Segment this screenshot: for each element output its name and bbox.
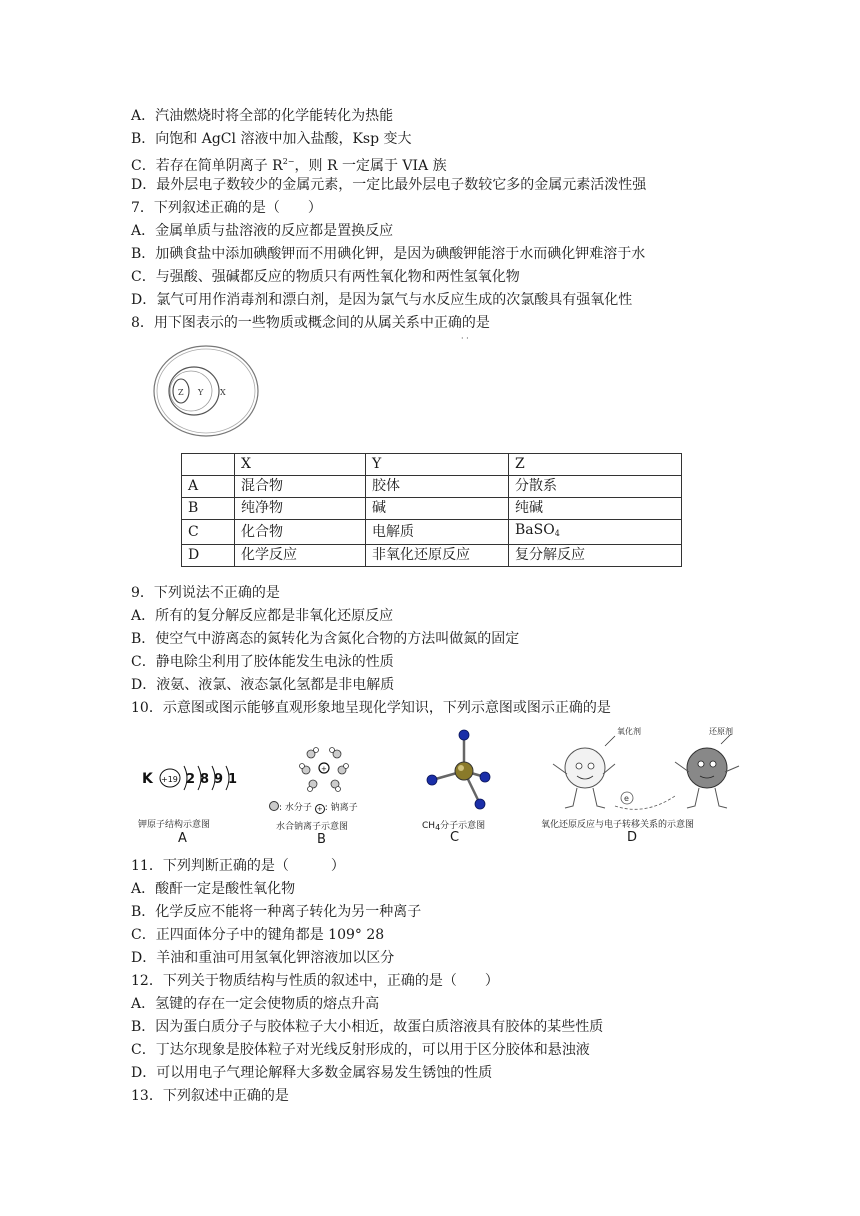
table-header-cell: Z	[509, 454, 682, 476]
table-row	[182, 498, 682, 520]
q7-option-b: B．加碘食盐中添加碘酸钾而不用碘化钾，是因为碘酸钾能溶于水而碘化钾难溶于水	[131, 246, 646, 262]
fig-d-redox-diagram	[545, 726, 745, 816]
q11-option-c: C．正四面体分子中的键角都是 109° 28	[131, 927, 385, 943]
table-cell: 混合物	[235, 476, 366, 498]
table-cell: 纯净物	[235, 498, 366, 520]
fig-a-caption: 钾原子结构示意图	[138, 820, 211, 830]
circle-label-y: Y	[198, 388, 204, 397]
fig-c-letter: C	[450, 830, 460, 845]
ch4-subscript: 4	[435, 823, 441, 832]
table-row	[182, 476, 682, 498]
q11-option-b: B．化学反应不能将一种离子转化为另一种离子	[131, 904, 422, 920]
q7-option-c: C．与强酸、强碱都反应的物质只有两性氧化物和两性氢氧化物	[131, 269, 520, 285]
fig-a-element-symbol: K	[142, 771, 153, 787]
q10-stem: 10．示意图或图示能够直观形象地呈现化学知识，下列示意图或图示正确的是	[131, 700, 611, 716]
table-row	[182, 545, 682, 567]
fig-b-legend-sodium: : 钠离子	[324, 803, 358, 813]
stray-dots: · ·	[461, 334, 469, 343]
fig-a-shell-2: 8	[200, 772, 210, 787]
circle-label-x: X	[220, 388, 226, 397]
table-cell: 碱	[366, 498, 509, 520]
fig-b-legend	[269, 800, 358, 814]
table-cell: 分散系	[509, 476, 682, 498]
q6-option-a: A．汽油燃烧时将全部的化学能转化为热能	[131, 108, 394, 124]
table-cell: D	[182, 545, 235, 567]
q11-option-a: A．酸酐一定是酸性氧化物	[131, 881, 296, 897]
q6-option-c	[131, 152, 447, 176]
fig-a-potassium-atom	[140, 760, 250, 796]
fig-c-caption: $CH_4$分子示意图	[422, 821, 486, 832]
fig-a-letter: A	[178, 831, 187, 846]
q9-option-d: D．液氨、液氯、液态氯化氢都是非电解质	[131, 677, 395, 693]
q12-option-a: A．氢键的存在一定会使物质的熔点升高	[131, 996, 380, 1012]
fig-d-caption: 氧化还原反应与电子转移关系的示意图	[541, 820, 695, 830]
fig-d-electron: e	[624, 794, 629, 803]
table-cell: 纯碱	[509, 498, 682, 520]
q7-option-d: D．氯气可用作消毒剂和漂白剂，是因为氯气与水反应生成的次氯酸具有强氧化性	[131, 292, 633, 308]
table-cell: 复分解反应	[509, 545, 682, 567]
table-header-cell: Y	[366, 454, 509, 476]
q7-stem: 7．下列叙述正确的是（ ）	[131, 200, 322, 216]
fig-d-letter: D	[627, 830, 638, 845]
q12-stem: 12．下列关于物质结构与性质的叙述中，正确的是（ ）	[131, 973, 499, 989]
fig-d-label-reductant: 还原剂	[709, 727, 733, 736]
fig-a-nucleus-charge: +19	[161, 775, 178, 784]
table-cell: C	[182, 520, 235, 545]
q6-option-c-pre: C．若存在简单阴离子 R	[131, 158, 283, 174]
q8-stem: 8．用下图表示的一些物质或概念间的从属关系中正确的是	[131, 315, 490, 331]
table-cell: A	[182, 476, 235, 498]
table-cell: 胶体	[366, 476, 509, 498]
circle-label-z: Z	[178, 388, 184, 397]
table-cell: 电解质	[366, 520, 509, 545]
q13-stem: 13．下列叙述中正确的是	[131, 1088, 289, 1104]
fig-b-hydrated-sodium-ion	[294, 740, 354, 800]
q12-option-d: D．可以用电子气理论解释大多数金属容易发生锈蚀的性质	[131, 1065, 493, 1081]
table-cell: B	[182, 498, 235, 520]
fig-a-shell-1: 2	[186, 772, 196, 787]
q6-option-d: D．最外层电子数较少的金属元素，一定比最外层电子数较它多的金属元素活泼性强	[131, 177, 647, 193]
q6-option-c-charge: 2−	[282, 157, 295, 166]
fig-b-legend-water: : 水分子	[279, 803, 315, 813]
q7-option-a: A．金属单质与盐溶液的反应都是置换反应	[131, 223, 394, 239]
baso4-text: BaSO$_4$	[515, 522, 560, 538]
fig-d-label-oxidant: 氧化剂	[617, 727, 641, 736]
baso4-subscript: 4	[554, 529, 560, 538]
q6-option-b: B．向饱和 AgCl 溶液中加入盐酸，Ksp 变大	[131, 131, 412, 147]
q8-concentric-circles-diagram	[151, 344, 261, 438]
fig-b-caption: 水合钠离子示意图	[276, 822, 349, 832]
svg-text:+: +	[321, 765, 327, 773]
q11-stem: 11．下列判断正确的是（ ）	[131, 858, 345, 874]
q9-option-b: B．使空气中游离态的氮转化为含氮化合物的方法叫做氮的固定	[131, 631, 520, 647]
fig-c-methane-molecule	[422, 728, 502, 818]
table-header-cell	[182, 454, 235, 476]
q9-option-a: A．所有的复分解反应都是非氧化还原反应	[131, 608, 394, 624]
q9-stem: 9．下列说法不正确的是	[131, 585, 280, 601]
table-row	[182, 520, 682, 545]
fig-b-letter: B	[317, 832, 326, 847]
q8-classification-table	[181, 453, 682, 567]
sodium-ion-icon: +	[315, 804, 325, 814]
q12-option-b: B．因为蛋白质分子与胶体粒子大小相近，故蛋白质溶液具有胶体的某些性质	[131, 1019, 604, 1035]
table-header-row	[182, 454, 682, 476]
table-cell: 化学反应	[235, 545, 366, 567]
q6-option-c-post: ，则 R 一定属于 VIA 族	[294, 158, 447, 174]
water-molecule-icon	[269, 801, 279, 811]
q12-option-c: C．丁达尔现象是胶体粒子对光线反射形成的，可以用于区分胶体和悬浊液	[131, 1042, 590, 1058]
table-cell: 非氧化还原反应	[366, 545, 509, 567]
table-cell: 化合物	[235, 520, 366, 545]
q9-option-c: C．静电除尘利用了胶体能发生电泳的性质	[131, 654, 394, 670]
fig-a-shell-4: 1	[228, 772, 238, 787]
fig-a-shell-3: 9	[214, 772, 224, 787]
q11-option-d: D．羊油和重油可用氢氧化钾溶液加以区分	[131, 950, 395, 966]
table-cell-baso4	[509, 520, 682, 545]
table-header-cell: X	[235, 454, 366, 476]
